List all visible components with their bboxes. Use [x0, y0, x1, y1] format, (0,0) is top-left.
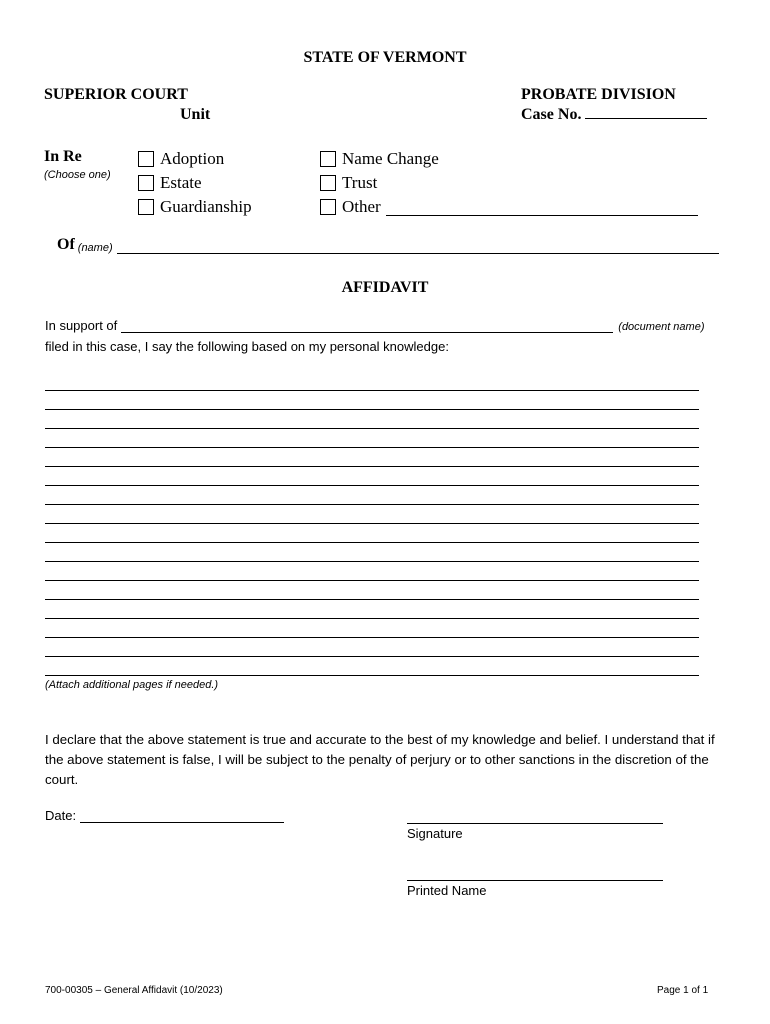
support-suffix: (document name) — [618, 321, 705, 333]
case-number-field[interactable] — [585, 118, 707, 119]
checkbox-trust[interactable] — [320, 171, 698, 195]
name-field[interactable] — [117, 239, 719, 254]
checkbox-icon[interactable] — [138, 175, 154, 191]
checkbox-label: Trust — [342, 173, 378, 192]
affidavit-heading: AFFIDAVIT — [341, 279, 429, 296]
statement-lines[interactable] — [45, 390, 699, 676]
attach-note: (Attach additional pages if needed.) — [45, 679, 219, 691]
checkbox-icon[interactable] — [138, 199, 154, 215]
in-re-label: In Re — [44, 148, 82, 165]
checkbox-label: Other — [342, 197, 381, 216]
statement-line[interactable] — [45, 619, 699, 638]
statement-line[interactable] — [45, 657, 699, 676]
checkbox-label: Guardianship — [160, 197, 252, 216]
of-line — [57, 236, 719, 254]
of-hint: (name) — [77, 242, 113, 254]
statement-line[interactable] — [45, 543, 699, 562]
court-name: SUPERIOR COURT — [44, 86, 188, 103]
checkbox-label: Estate — [160, 173, 202, 192]
of-label: Of — [57, 236, 75, 253]
statement-line[interactable] — [45, 467, 699, 486]
statement-line[interactable] — [45, 410, 699, 429]
checkbox-adoption[interactable] — [138, 147, 252, 171]
support-second-line: filed in this case, I say the following based on my personal knowledge: — [45, 339, 449, 354]
printed-name-field[interactable] — [407, 880, 663, 881]
checkbox-label: Adoption — [160, 149, 225, 168]
statement-line[interactable] — [45, 448, 699, 467]
division-name: PROBATE DIVISION — [521, 86, 676, 103]
unit-label: Unit — [180, 106, 211, 123]
date-label: Date: — [45, 808, 77, 823]
statement-line[interactable] — [45, 524, 699, 543]
declaration-text: I declare that the above statement is true and accurate to the best of my knowledge and belief. I understand that if the above statement is false, I will be subject to the penalty of perjury or to other sanctions in the discretion of the court. — [45, 732, 715, 787]
checkbox-label: Name Change — [342, 149, 439, 168]
checkbox-icon[interactable] — [320, 199, 336, 215]
case-number — [521, 106, 707, 124]
statement-line[interactable] — [45, 600, 699, 619]
in-re-hint: (Choose one) — [44, 169, 111, 181]
statement-line[interactable] — [45, 562, 699, 581]
statement-line[interactable] — [45, 429, 699, 448]
in-re-options-left — [138, 147, 252, 219]
date-field[interactable] — [80, 808, 284, 823]
state-title: STATE OF VERMONT — [303, 49, 467, 66]
statement-line[interactable] — [45, 581, 699, 600]
checkbox-icon[interactable] — [320, 175, 336, 191]
statement-line[interactable] — [45, 638, 699, 657]
form-id: 700-00305 – General Affidavit (10/2023) — [45, 985, 223, 996]
checkbox-icon[interactable] — [138, 151, 154, 167]
checkbox-icon[interactable] — [320, 151, 336, 167]
printed-name-label: Printed Name — [407, 883, 487, 898]
other-field[interactable] — [386, 199, 698, 216]
statement-line[interactable] — [45, 486, 699, 505]
checkbox-estate[interactable] — [138, 171, 252, 195]
checkbox-name-change[interactable] — [320, 147, 698, 171]
date-line — [45, 808, 284, 823]
support-prefix: In support of — [45, 318, 118, 333]
checkbox-other[interactable] — [320, 195, 698, 219]
statement-line[interactable] — [45, 505, 699, 524]
in-re-options-right — [320, 147, 698, 219]
support-line — [45, 318, 705, 333]
signature-field[interactable] — [407, 823, 663, 824]
checkbox-guardianship[interactable] — [138, 195, 252, 219]
signature-label: Signature — [407, 826, 463, 841]
case-number-label: Case No. — [521, 106, 582, 123]
document-name-field[interactable] — [121, 318, 613, 333]
page-number: Page 1 of 1 — [657, 985, 709, 996]
statement-line[interactable] — [45, 391, 699, 410]
